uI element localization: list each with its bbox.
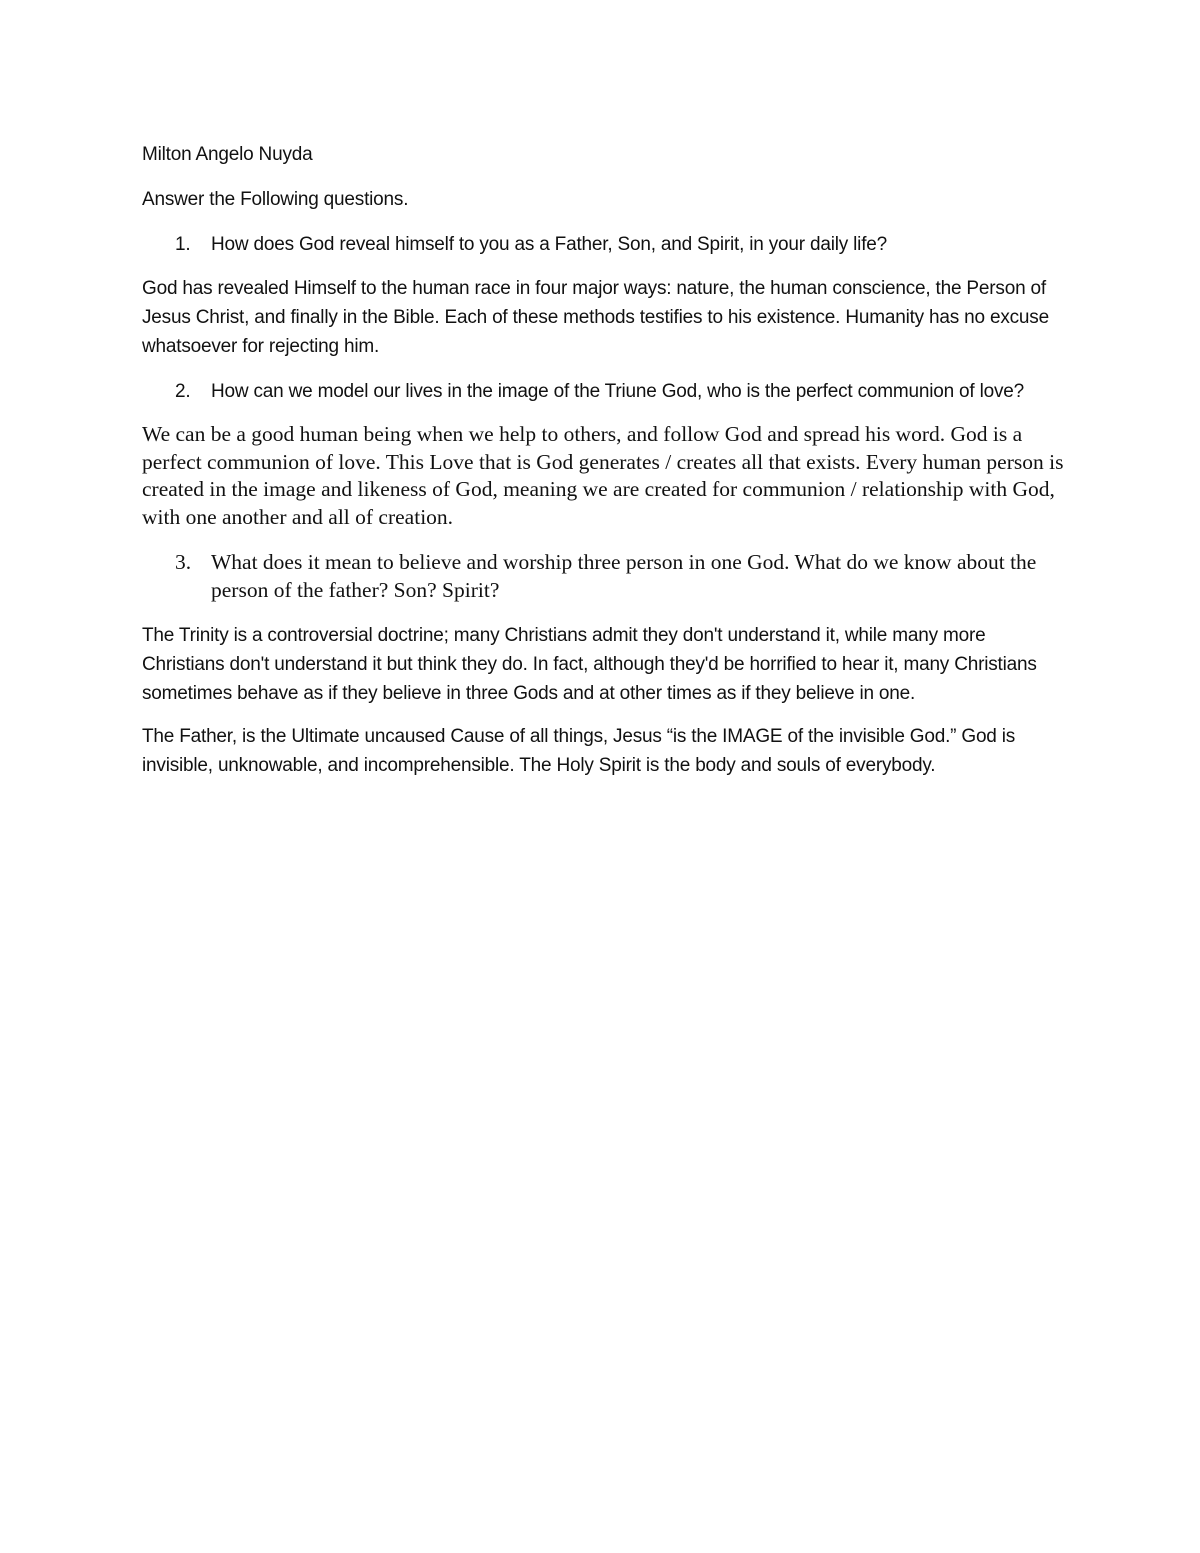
answer-2: We can be a good human being when we help to others, and follow God and spread his word. God is a perfect communion of love. This Love that is God generates / creates all that exists. Every human person is created in the image and likeness of God, meaning we are created for communion / relationship with God, with one another and all of creation. <box>142 422 1064 529</box>
question-1-text: How does God reveal himself to you as a Father, Son, and Spirit, in your daily life? <box>211 234 888 255</box>
answer-3-paragraph-2: The Father, is the Ultimate uncaused Cause of all things, Jesus “is the IMAGE of the invisible God.” God is invisible, unknowable, and incomprehensible. The Holy Spirit is the body and souls of everybody. <box>142 726 1016 776</box>
instructions: Answer the Following questions. <box>142 189 409 210</box>
document-body <box>142 140 1072 780</box>
author-name: Milton Angelo Nuyda <box>142 144 313 165</box>
answer-1: God has revealed Himself to the human race in four major ways: nature, the human conscience, the Person of Jesus Christ, and finally in the Bible. Each of these methods testifies to his existence. Humanity has no excuse whatsoever for rejecting him. <box>142 278 1049 357</box>
question-1-number: 1. <box>175 234 191 255</box>
question-2-text: How can we model our lives in the image of the Triune God, who is the perfect communion of love? <box>211 381 1025 402</box>
question-1 <box>175 230 1072 259</box>
question-3-text: What does it mean to believe and worship three person in one God. What do we know about the person of the father? Son? Spirit? <box>211 550 1037 602</box>
question-2-number: 2. <box>175 381 191 402</box>
question-2 <box>175 377 1072 406</box>
answer-3-paragraph-1: The Trinity is a controversial doctrine; many Christians admit they don't understand it, while many more Christians don't understand it but think they do. In fact, although they'd be horrified to hear it, many Christians sometimes behave as if they believe in three Gods and at other times as if they believe in one. <box>142 625 1037 704</box>
question-3-number: 3. <box>175 550 192 574</box>
question-3 <box>175 549 1072 604</box>
